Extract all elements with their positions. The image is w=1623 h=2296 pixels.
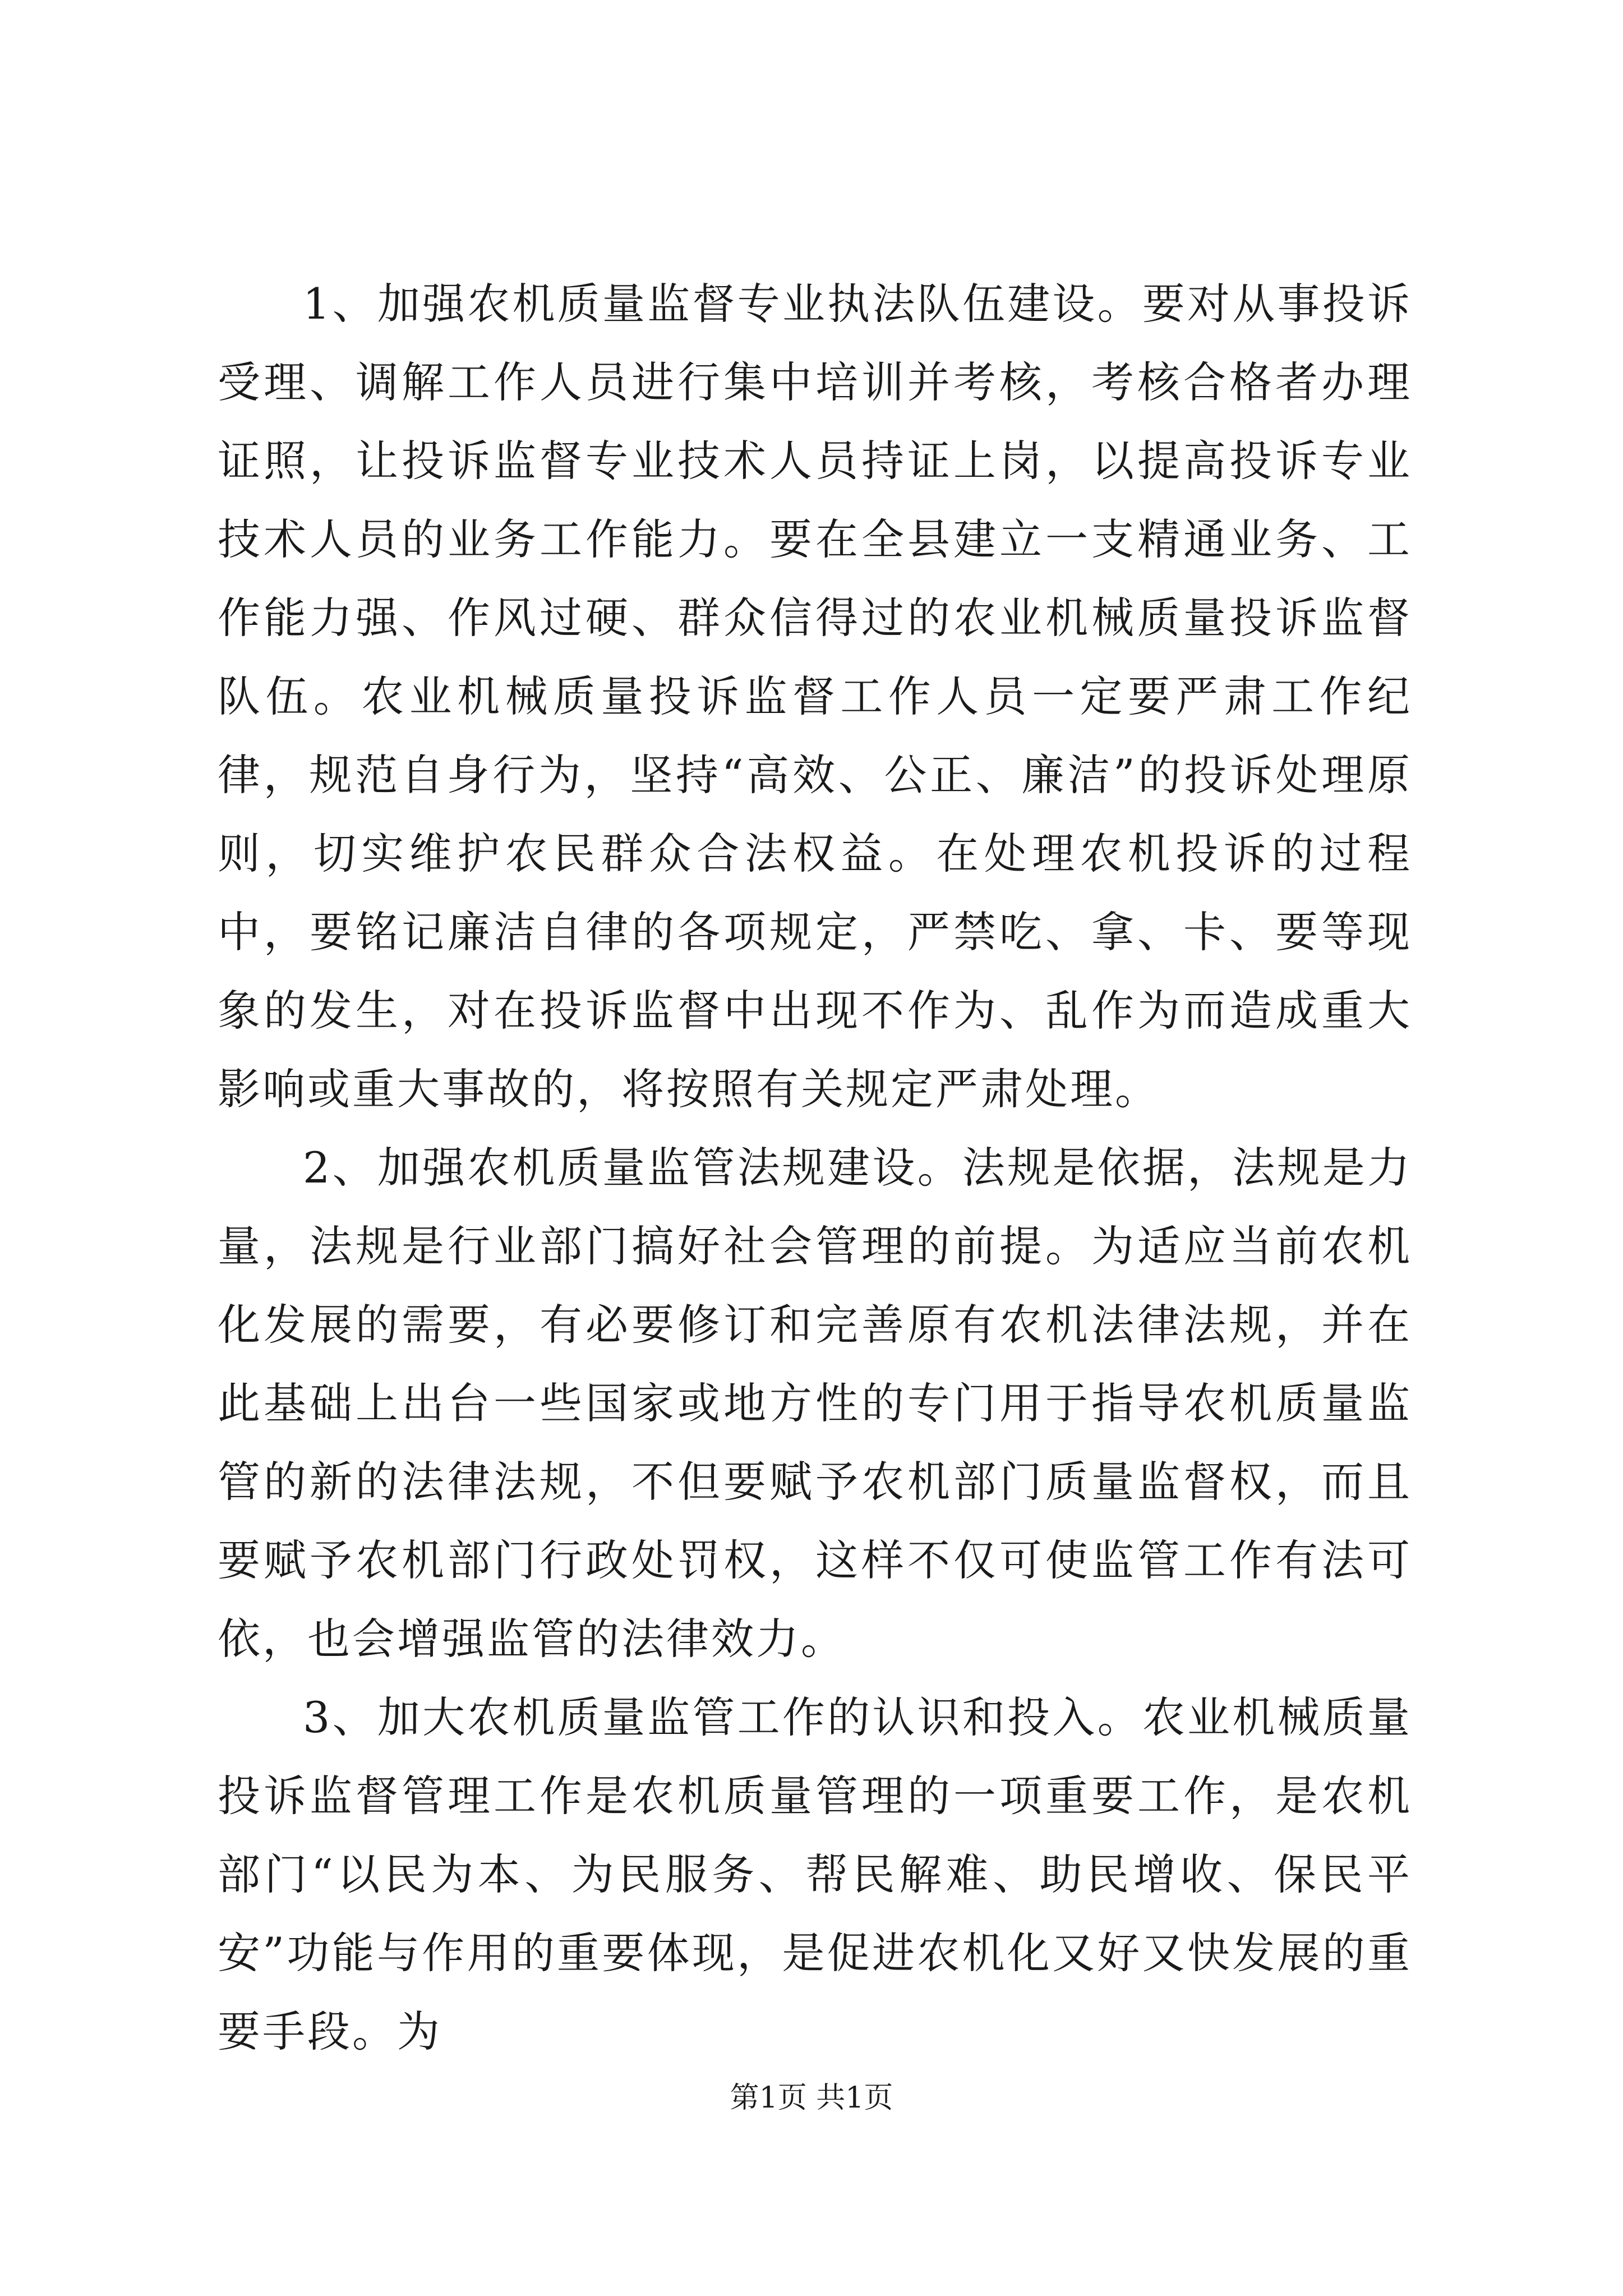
paragraph-2: 2、加强农机质量监管法规建设。法规是依据，法规是力量，法规是行业部门搞好社会管理的前提。为适应当前农机化发展的需要，有必要修订和完善原有农机法律法规，并在此基础上出台一些国家或地方性的专门用于指导农机质量监管的新的法律法规，不但要赋予农机部门质量监督权，而且要赋予农机部门行政处罚权，这样不仅可使监管工作有法可依，也会增强监管的法律效力。	[218, 1143, 1412, 1664]
paragraph-1: 1、加强农机质量监督专业执法队伍建设。要对从事投诉受理、调解工作人员进行集中培训并考核，考核合格者办理证照，让投诉监督专业技术人员持证上岗，以提高投诉专业技术人员的业务工作能力。要在全县建立一支精通业务、工作能力强、作风过硬、群众信得过的农业机械质量投诉监督队伍。农业机械质量投诉监督工作人员一定要严肃工作纪律，规范自身行为，坚持“高效、公正、廉洁”的投诉处理原则，切实维护农民群众合法权益。在处理农机投诉的过程中，要铭记廉洁自律的各项规定，严禁吃、拿、卡、要等现象的发生，对在投诉监督中出现不作为、乱作为而造成重大影响或重大事故的，将按照有关规定严肃处理。	[218, 279, 1412, 1114]
document-body	[218, 265, 1412, 2071]
paragraph-3: 3、加大农机质量监管工作的认识和投入。农业机械质量投诉监督管理工作是农机质量管理的一项重要工作，是农机部门“以民为本、为民服务、帮民解难、助民增收、保民平安”功能与作用的重要体现，是促进农机化又好又快发展的重要手段。为	[218, 1692, 1412, 2056]
page-footer: 第1页 共1页	[730, 2081, 893, 2115]
